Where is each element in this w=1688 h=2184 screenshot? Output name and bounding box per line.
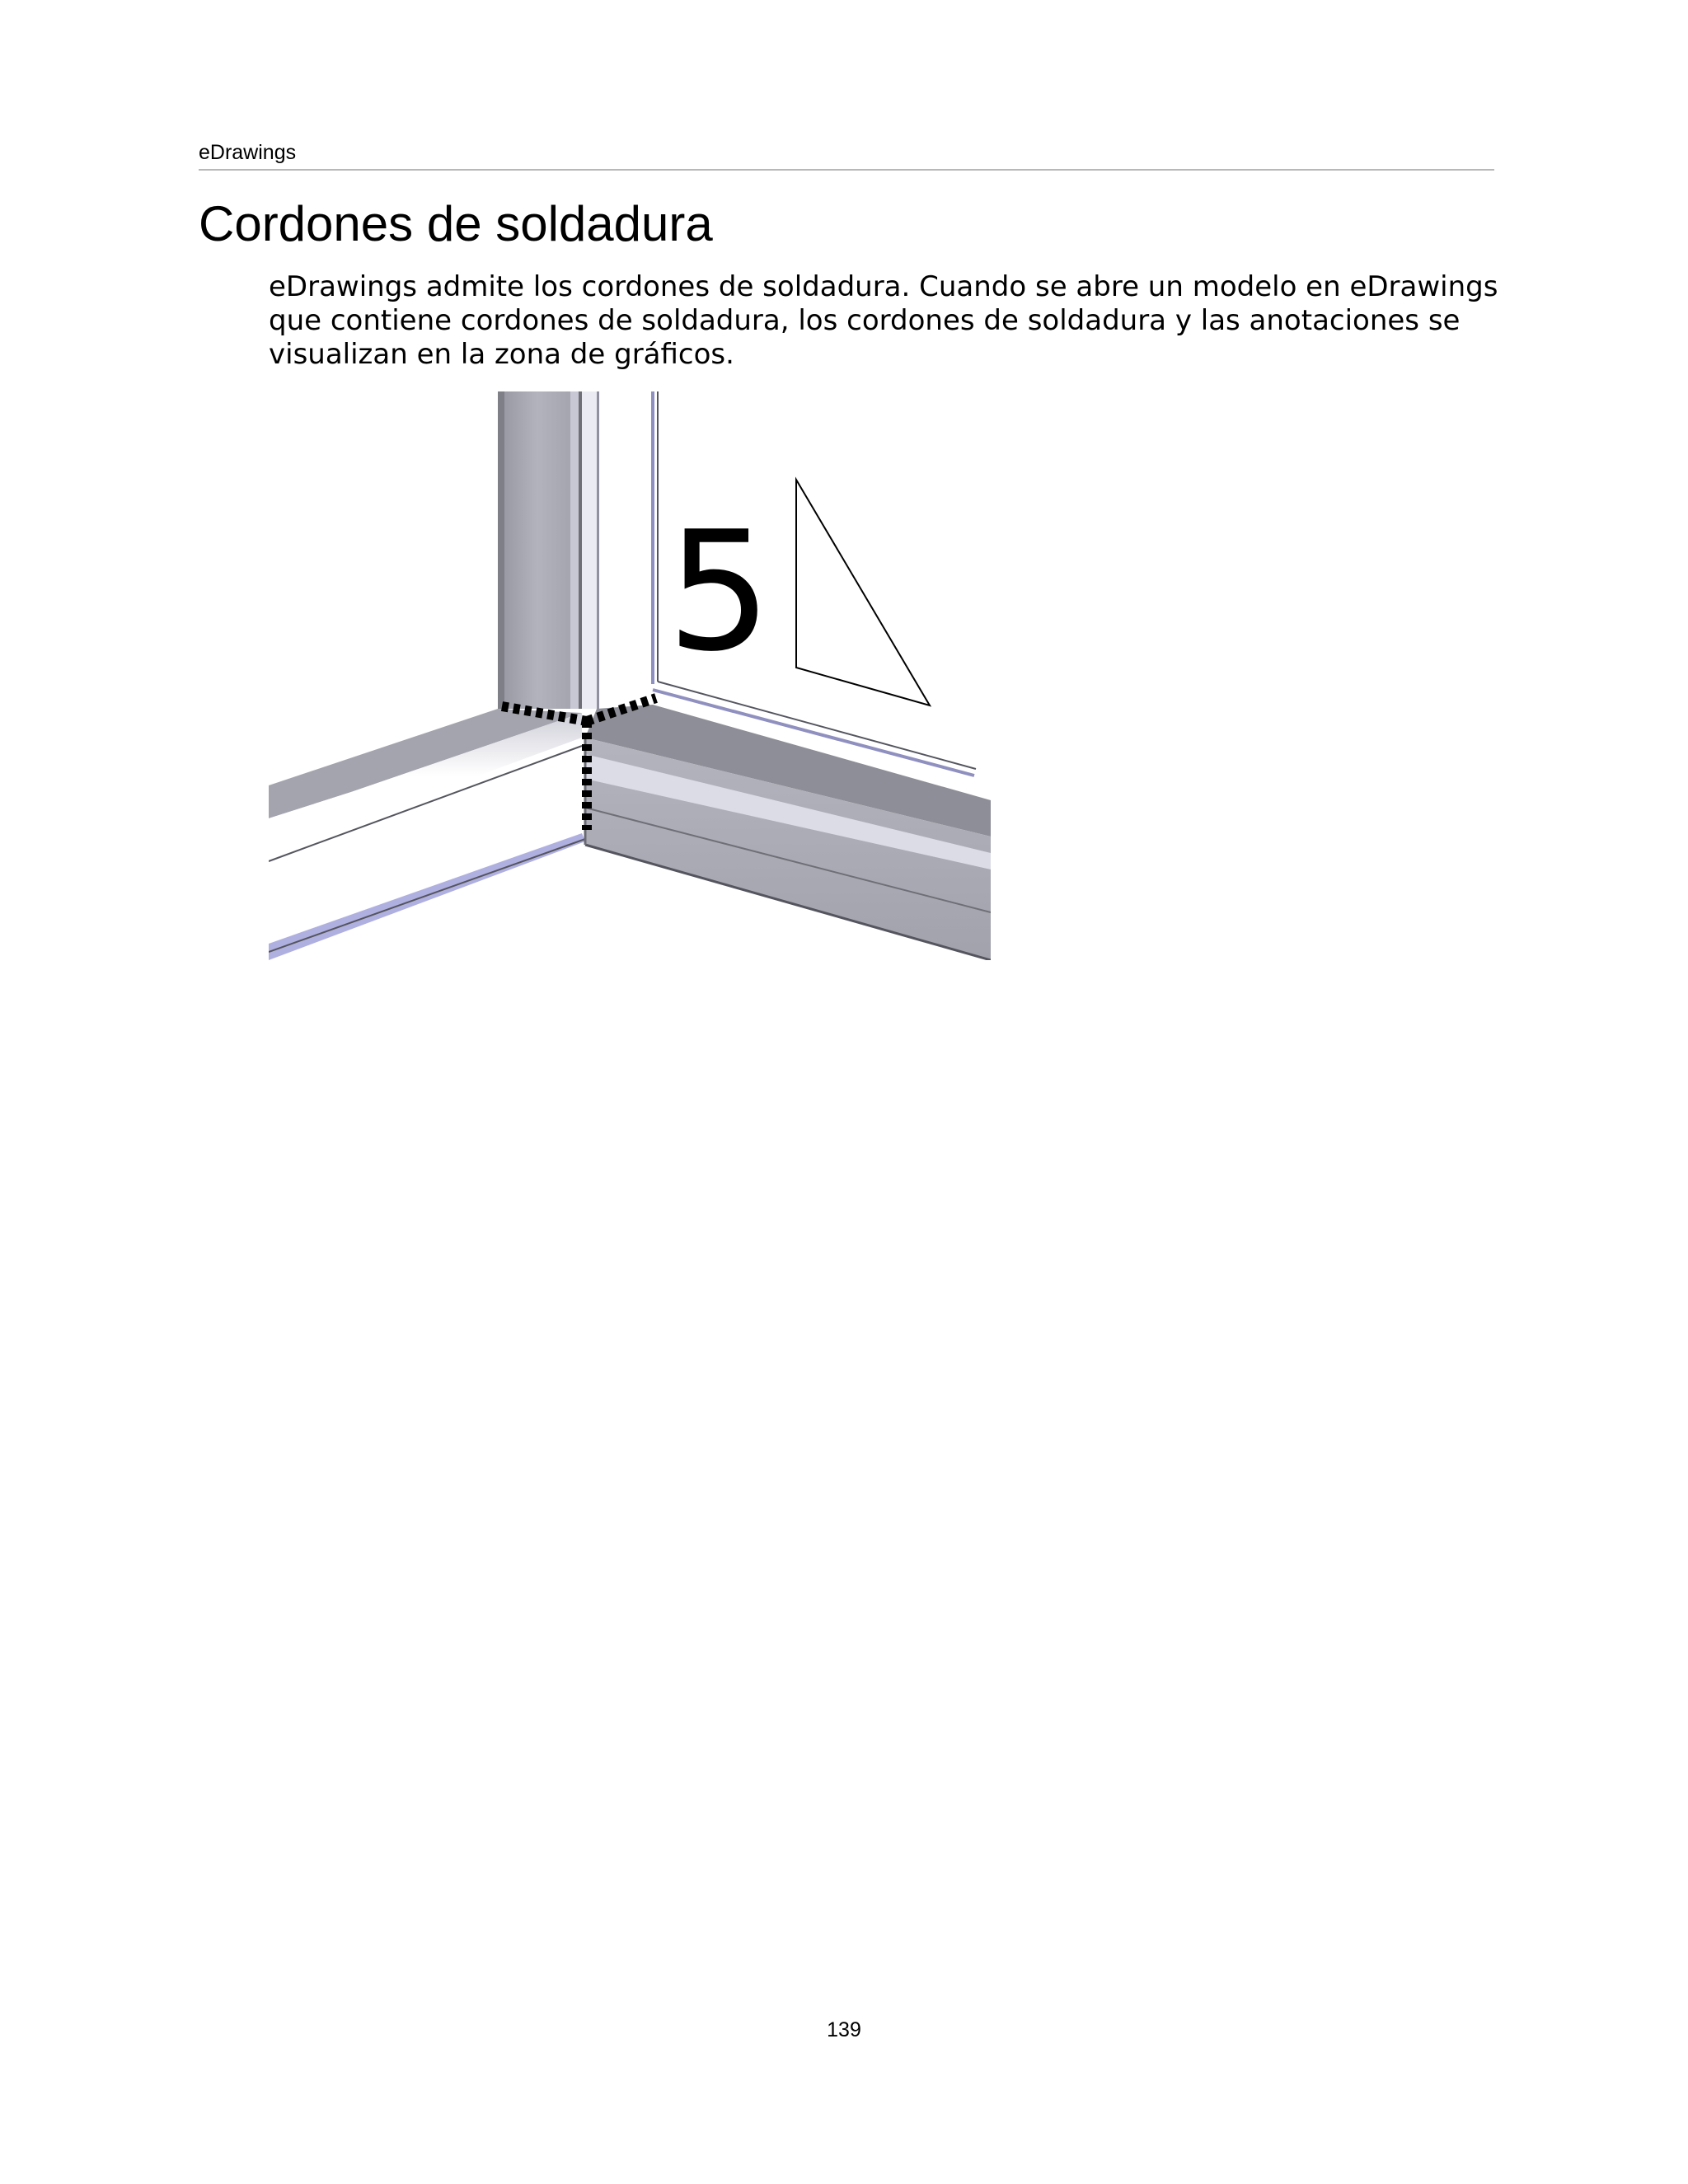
vertical-beam-edge [498,391,504,709]
page-number: 139 [827,2018,861,2041]
vertical-beam-bevel [570,391,579,709]
vertical-beam-line [597,391,599,709]
vertical-beam-face [504,391,570,709]
running-header: eDrawings [199,141,297,164]
page-title: Cordones de soldadura [199,196,713,251]
right-horizontal-beam [585,705,991,960]
left-horizontal-beam [269,709,585,960]
weld-bead-figure [269,391,991,960]
header-rule [199,169,1494,171]
paragraph-line: eDrawings admite los cordones de soldadura. Cuando se abre un modelo en eDrawings [269,270,1498,303]
body-paragraph [269,270,1505,372]
weld-bead-illustration [269,391,991,960]
weld-size-label: 5 [667,496,772,688]
paragraph-line: visualizan en la zona de gráficos. [269,338,734,371]
vertical-beam-highlight [582,391,597,709]
fillet-weld-symbol [796,480,930,705]
vertical-beam [498,391,658,709]
paragraph-line: que contiene cordones de soldadura, los cordones de soldadura y las anotaciones se [269,304,1461,337]
vertical-beam-line [579,391,582,709]
